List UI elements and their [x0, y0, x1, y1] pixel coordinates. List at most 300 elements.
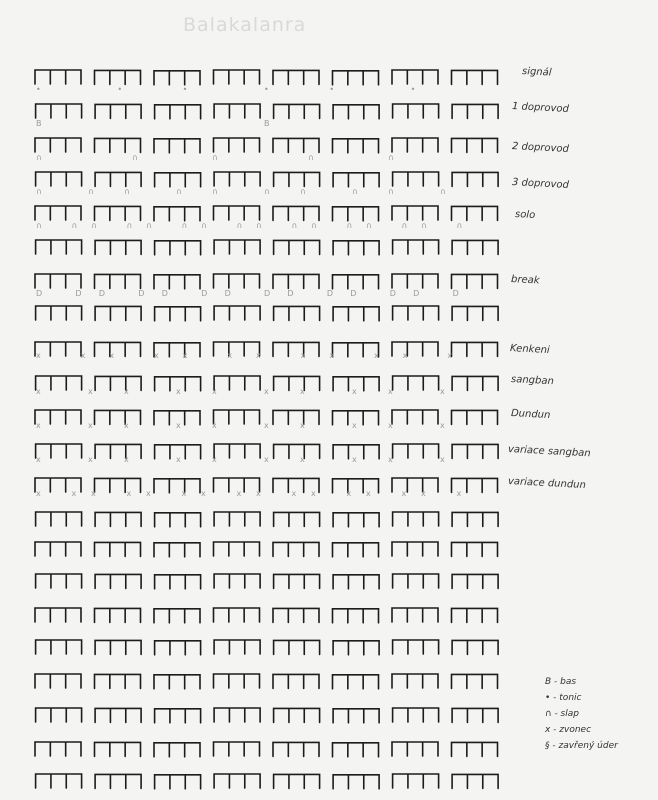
measure-box: [333, 241, 379, 255]
stroke-mark: ∩: [212, 153, 218, 162]
stroke-mark: D: [138, 289, 145, 298]
stroke-mark: x: [447, 351, 453, 360]
measure-box: [35, 274, 81, 288]
legend-bass: B - bas: [545, 677, 577, 687]
staff-row: [36, 512, 499, 527]
measure-box: [95, 574, 141, 588]
stroke-mark: x: [126, 489, 132, 498]
stroke-mark: •: [182, 85, 188, 94]
stroke-mark: ∩: [440, 187, 446, 196]
stroke-mark: ∩: [146, 221, 152, 230]
measure-box: [333, 775, 379, 789]
measure-box: [154, 71, 200, 85]
measure-box: [154, 675, 200, 689]
stroke-mark: x: [300, 387, 305, 396]
measure-box: [452, 444, 498, 458]
stroke-mark: x: [440, 387, 445, 396]
stroke-mark: ∩: [181, 221, 188, 230]
staff-row: [36, 240, 499, 255]
measure-box: [393, 574, 439, 588]
measure-box: [95, 742, 141, 756]
stroke-mark: ∩: [236, 221, 243, 230]
measure-box: [214, 640, 260, 654]
measure-box: [214, 206, 260, 220]
measure-box: [154, 343, 200, 357]
measure-box: [155, 513, 201, 527]
measure-box: [35, 542, 81, 556]
measure-box: [95, 306, 141, 320]
stroke-mark: x: [124, 421, 129, 430]
measure-box: [95, 542, 141, 556]
measure-box: [36, 376, 82, 390]
measure-box: [452, 410, 498, 424]
stroke-mark: D: [201, 289, 208, 298]
measure-box: [36, 104, 82, 118]
measure-box: [35, 206, 81, 220]
measure-box: [452, 206, 498, 220]
stroke-marks: [36, 489, 462, 498]
stroke-mark: x: [36, 489, 41, 498]
stroke-mark: x: [388, 455, 393, 464]
stroke-mark: x: [176, 421, 181, 430]
legend-closed-slap: § - zavřený úder: [545, 741, 618, 751]
measure-box: [35, 742, 81, 756]
measure-box: [214, 138, 260, 152]
staff-row: [36, 574, 499, 589]
measure-box: [155, 709, 201, 723]
measure-box: [155, 173, 201, 187]
measure-box: [452, 574, 498, 588]
measure-box: [273, 70, 319, 84]
staff-row: [35, 674, 498, 689]
stroke-mark: D: [264, 289, 271, 298]
stroke-mark: x: [36, 455, 41, 464]
measure-box: [393, 240, 439, 254]
measure-box: [392, 410, 438, 424]
row-label-accomp-1: 1 doprovod: [511, 101, 570, 115]
measure-box: [273, 274, 319, 288]
measure-box: [273, 342, 319, 356]
stroke-mark: x: [146, 489, 151, 498]
measure-box: [36, 172, 82, 186]
measure-box: [273, 542, 319, 556]
measure-box: [273, 138, 319, 152]
row-label-dundun: Dundun: [510, 408, 551, 422]
stroke-mark: x: [88, 387, 93, 396]
stroke-mark: x: [329, 351, 335, 360]
measure-box: [452, 138, 498, 152]
measure-box: [333, 71, 379, 85]
measure-box: [452, 542, 498, 556]
measure-box: [214, 104, 260, 118]
stroke-mark: ∩: [126, 221, 133, 230]
measure-box: [452, 708, 498, 722]
stroke-mark: ∩: [36, 221, 42, 230]
measure-box: [155, 307, 201, 321]
stroke-mark: x: [256, 351, 261, 360]
measure-box: [274, 640, 320, 654]
stroke-mark: x: [388, 421, 393, 430]
measure-box: [214, 542, 260, 556]
stroke-mark: x: [456, 489, 462, 498]
staff-row: [36, 774, 499, 789]
measure-box: [95, 640, 141, 654]
stroke-mark: ∩: [308, 153, 314, 162]
measure-box: [393, 774, 439, 788]
row-label-accomp-3: 3 doprovod: [511, 177, 570, 191]
stroke-mark: ∩: [176, 187, 182, 196]
measure-box: [214, 342, 260, 356]
measure-box: [333, 641, 379, 655]
measure-box: [36, 574, 82, 588]
stroke-mark: •: [410, 85, 416, 94]
measure-box: [95, 774, 141, 788]
row-label-kenkeni: Kenkeni: [509, 343, 550, 357]
stroke-mark: x: [300, 421, 305, 430]
measure-box: [333, 709, 379, 723]
measure-box: [452, 376, 498, 390]
measure-box: [95, 104, 141, 118]
stroke-mark: •: [36, 85, 41, 94]
measure-box: [95, 274, 141, 288]
stroke-mark: x: [352, 387, 357, 396]
stroke-mark: x: [71, 489, 77, 498]
row-label-variace-sangban: variace sangban: [507, 444, 591, 460]
measure-box: [36, 306, 82, 320]
row-label-break: break: [510, 274, 540, 287]
stroke-mark: x: [264, 387, 269, 396]
stroke-mark: ∩: [132, 153, 138, 162]
measure-box: [452, 70, 498, 84]
stroke-mark: x: [124, 387, 129, 396]
measure-box: [452, 674, 498, 688]
measure-box: [333, 307, 379, 321]
stroke-mark: ∩: [36, 187, 42, 196]
measure-box: [214, 742, 260, 756]
stroke-mark: x: [36, 421, 41, 430]
stroke-mark: ∩: [456, 221, 463, 230]
measure-box: [274, 172, 320, 186]
stroke-mark: x: [264, 421, 269, 430]
measure-box: [95, 376, 141, 390]
measure-box: [214, 376, 260, 390]
measure-box: [155, 241, 201, 255]
stroke-mark: x: [212, 421, 217, 430]
measure-box: [36, 240, 82, 254]
legend-bell: x - zvonec: [545, 725, 592, 735]
stroke-mark: D: [287, 289, 294, 298]
row-label-signal: signál: [521, 66, 552, 79]
measure-box: [333, 675, 379, 689]
stroke-mark: x: [300, 455, 305, 464]
measure-box: [154, 139, 200, 153]
measure-box: [333, 105, 379, 119]
stroke-mark: ∩: [256, 221, 262, 230]
measure-box: [393, 104, 439, 118]
measure-box: [452, 342, 498, 356]
measure-box: [452, 742, 498, 756]
measure-box: [273, 608, 319, 622]
measure-box: [273, 742, 319, 756]
staff-row: [35, 138, 498, 153]
staff-row: [35, 478, 498, 493]
stroke-mark: D: [98, 289, 106, 298]
measure-box: [452, 512, 498, 526]
stroke-mark: ∩: [352, 187, 358, 196]
measure-box: [273, 674, 319, 688]
legend-tone: • - tonic: [545, 693, 582, 703]
measure-box: [452, 774, 498, 788]
measure-box: [95, 608, 141, 622]
stroke-mark: ∩: [264, 187, 270, 196]
measure-box: [214, 774, 260, 788]
measure-box: [95, 206, 141, 220]
measure-box: [36, 444, 82, 458]
stroke-mark: x: [291, 489, 297, 498]
staff-row: [36, 640, 499, 655]
stroke-mark: x: [402, 351, 408, 360]
stroke-mark: ∩: [311, 221, 317, 230]
measure-box: [95, 708, 141, 722]
staff-row: [35, 342, 498, 357]
stroke-mark: ∩: [124, 187, 130, 196]
stroke-marks: [36, 387, 445, 396]
measure-box: [333, 207, 379, 221]
measure-box: [35, 342, 81, 356]
stroke-mark: x: [421, 489, 426, 498]
stroke-marks: [36, 289, 459, 298]
legend-slap: ∩ - slap: [545, 709, 579, 719]
stroke-mark: x: [366, 489, 371, 498]
measure-box: [333, 173, 379, 187]
stroke-mark: ∩: [401, 221, 408, 230]
measure-box: [392, 206, 438, 220]
staff-row: [35, 70, 498, 85]
row-label-variace-dundun: variace dundun: [507, 476, 587, 492]
staff-row: [36, 172, 499, 187]
stroke-mark: ∩: [300, 187, 306, 196]
measure-box: [95, 342, 141, 356]
measure-box: [95, 478, 141, 492]
measure-box: [95, 444, 141, 458]
stroke-mark: x: [236, 489, 242, 498]
stroke-mark: •: [264, 85, 269, 94]
stroke-marks: [36, 187, 446, 196]
stroke-mark: ∩: [388, 187, 394, 196]
measure-box: [154, 743, 200, 757]
stroke-mark: ∩: [421, 221, 427, 230]
measure-box: [273, 206, 319, 220]
stroke-mark: ∩: [366, 221, 372, 230]
staff-row: [36, 306, 499, 321]
stroke-mark: ∩: [201, 221, 207, 230]
measure-box: [333, 743, 379, 757]
stroke-mark: ∩: [388, 153, 394, 162]
stroke-mark: x: [212, 455, 217, 464]
measure-box: [95, 674, 141, 688]
measure-box: [95, 512, 141, 526]
measure-box: [95, 240, 141, 254]
measure-box: [274, 574, 320, 588]
row-label-solo: solo: [514, 209, 536, 222]
stroke-mark: x: [440, 455, 445, 464]
stroke-mark: x: [88, 421, 93, 430]
measure-box: [392, 342, 438, 356]
stroke-mark: ∩: [88, 187, 94, 196]
measure-box: [333, 609, 379, 623]
stroke-mark: D: [36, 289, 43, 298]
measure-box: [154, 609, 200, 623]
measure-box: [214, 512, 260, 526]
measure-box: [214, 574, 260, 588]
measure-box: [274, 444, 320, 458]
measure-box: [214, 410, 260, 424]
stroke-mark: x: [91, 489, 96, 498]
stroke-mark: x: [401, 489, 407, 498]
stroke-mark: x: [201, 489, 206, 498]
stroke-mark: x: [80, 351, 86, 360]
stroke-mark: D: [75, 289, 82, 298]
measure-box: [393, 640, 439, 654]
measure-box: [392, 70, 438, 84]
measure-box: [274, 512, 320, 526]
measure-box: [214, 240, 260, 254]
stroke-mark: x: [181, 489, 187, 498]
measure-box: [214, 70, 260, 84]
measure-box: [214, 708, 260, 722]
stroke-marks: [36, 85, 415, 94]
measure-box: [392, 542, 438, 556]
stroke-mark: ∩: [212, 187, 218, 196]
measure-box: [452, 306, 498, 320]
stroke-mark: x: [154, 351, 159, 360]
stroke-mark: x: [176, 387, 181, 396]
stroke-mark: D: [413, 289, 420, 298]
measure-box: [452, 172, 498, 186]
measure-box: [214, 172, 260, 186]
stroke-marks: [36, 119, 270, 128]
measure-box: [35, 138, 81, 152]
measure-box: [393, 172, 439, 186]
stroke-mark: D: [452, 289, 459, 298]
measure-box: [95, 410, 141, 424]
page-title: Balakalanra: [183, 14, 307, 36]
measure-box: [214, 444, 260, 458]
measure-box: [154, 543, 200, 557]
stroke-mark: x: [264, 455, 269, 464]
measure-box: [274, 774, 320, 788]
stroke-mark: x: [227, 351, 233, 360]
measure-box: [35, 410, 81, 424]
measure-box: [155, 641, 201, 655]
measure-box: [274, 306, 320, 320]
measure-box: [154, 479, 200, 493]
measure-box: [35, 70, 81, 84]
stroke-mark: ∩: [36, 153, 42, 162]
measure-box: [36, 708, 82, 722]
stroke-mark: D: [389, 289, 396, 298]
measure-box: [392, 742, 438, 756]
stroke-mark: B: [36, 119, 42, 128]
stroke-marks: [36, 153, 394, 162]
measure-box: [214, 608, 260, 622]
stroke-mark: ∩: [71, 221, 78, 230]
measure-box: [155, 105, 201, 119]
measure-box: [393, 708, 439, 722]
measure-box: [274, 104, 320, 118]
stroke-mark: x: [88, 455, 93, 464]
measure-box: [214, 674, 260, 688]
measure-box: [214, 274, 260, 288]
measure-box: [274, 240, 320, 254]
measure-box: [155, 575, 201, 589]
stroke-mark: x: [346, 489, 352, 498]
staff-row: [35, 542, 498, 557]
measure-box: [154, 207, 200, 221]
measure-box: [274, 376, 320, 390]
measure-box: [452, 640, 498, 654]
measure-box: [214, 306, 260, 320]
stroke-mark: •: [329, 85, 335, 94]
measure-box: [155, 775, 201, 789]
measure-box: [333, 479, 379, 493]
stroke-mark: D: [326, 289, 334, 298]
measure-box: [393, 512, 439, 526]
stroke-mark: x: [212, 387, 217, 396]
stroke-mark: x: [182, 351, 188, 360]
stroke-mark: x: [124, 455, 129, 464]
stroke-mark: •: [117, 85, 123, 94]
measure-box: [392, 138, 438, 152]
measure-box: [95, 70, 141, 84]
stroke-mark: x: [300, 351, 306, 360]
measure-box: [452, 104, 498, 118]
measure-box: [392, 478, 438, 492]
row-label-accomp-2: 2 doprovod: [511, 141, 570, 155]
measure-box: [274, 708, 320, 722]
measure-box: [95, 138, 141, 152]
stroke-mark: x: [352, 421, 357, 430]
staff-row: [35, 274, 498, 289]
measure-box: [333, 343, 379, 357]
stroke-marks: [36, 455, 445, 464]
legend: [545, 677, 618, 757]
measure-box: [392, 274, 438, 288]
measure-box: [333, 139, 379, 153]
stroke-mark: x: [311, 489, 316, 498]
measure-box: [392, 608, 438, 622]
measure-box: [452, 240, 498, 254]
stroke-mark: x: [440, 421, 445, 430]
measure-box: [95, 172, 141, 186]
stroke-mark: D: [350, 289, 357, 298]
staff-row: [36, 708, 499, 723]
measure-box: [36, 640, 82, 654]
row-label-sangban: sangban: [510, 374, 555, 388]
measure-box: [333, 513, 379, 527]
measure-box: [333, 543, 379, 557]
measure-box: [452, 608, 498, 622]
stroke-mark: x: [36, 351, 41, 360]
stroke-mark: D: [161, 289, 168, 298]
measure-box: [154, 275, 200, 289]
measure-box: [36, 512, 82, 526]
staff-row: [35, 742, 498, 757]
measure-box: [392, 674, 438, 688]
measure-box: [333, 575, 379, 589]
stroke-marks: [36, 421, 445, 430]
measure-box: [393, 306, 439, 320]
